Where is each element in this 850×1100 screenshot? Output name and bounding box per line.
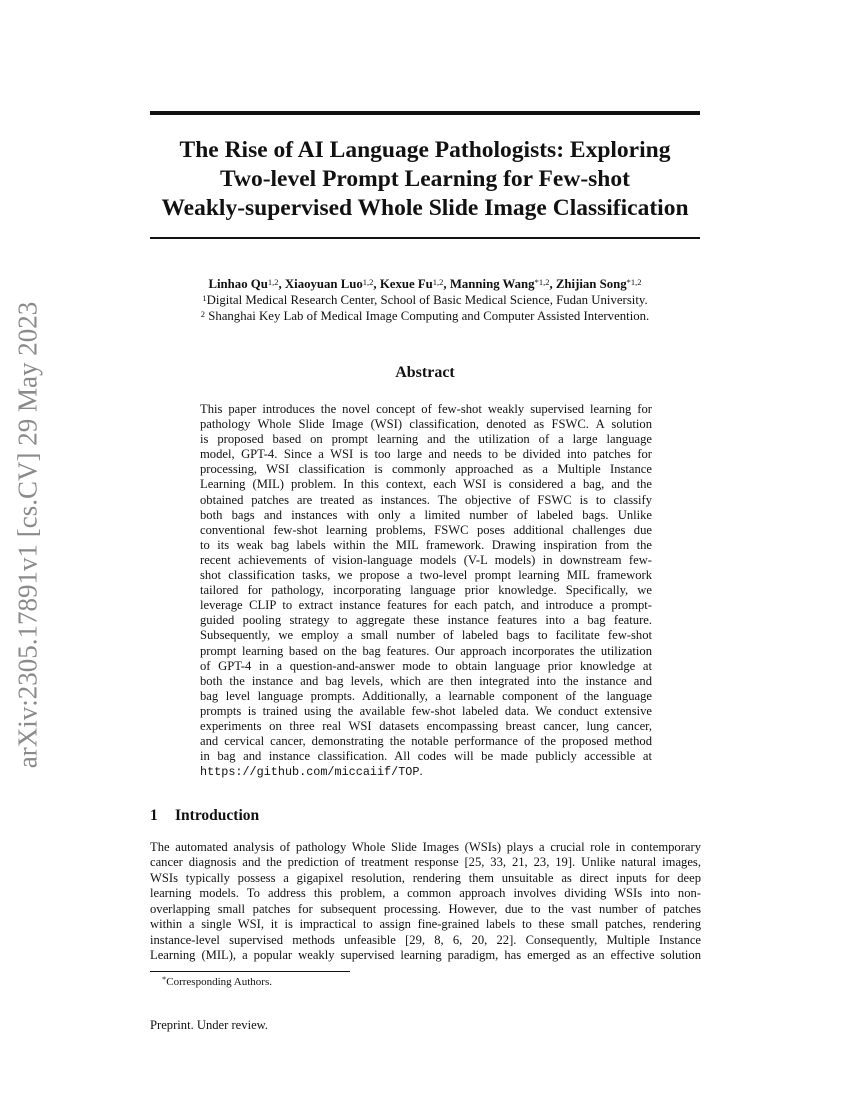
abstract-line: leverage CLIP to extract instance features for each patch, and introduce a prompt-: [200, 598, 652, 613]
abstract-line: of GPT-4 in a question-and-answer mode to obtain language prior knowledge at: [200, 658, 652, 673]
intro-line: overlapping small patches for subsequent processing. However, due to the vast number of patches: [150, 901, 701, 916]
author-separator: ,: [278, 277, 285, 291]
abstract-end: .: [419, 764, 423, 779]
abstract-line: [200, 764, 652, 779]
affiliation: [100, 308, 750, 324]
author-list: [100, 276, 750, 292]
footnote-mark: *: [162, 974, 167, 984]
abstract-line: both the instance and bag levels, which are then integrated into the instance and: [200, 673, 652, 688]
affiliation: [100, 292, 750, 308]
affiliation-mark: 1: [202, 293, 207, 303]
title-line: Two-level Prompt Learning for Few-shot: [220, 166, 630, 192]
code-link[interactable]: https://github.com/miccaiif/TOP: [200, 765, 420, 780]
intro-line: instance-level supervised methods unfeasible [29, 8, 6, 20, 22]. Consequently, Multiple Instance: [150, 932, 701, 947]
author-separator: ,: [549, 277, 556, 291]
author-name: Kexue Fu: [379, 277, 433, 291]
author-affiliation-mark: 1,2: [432, 277, 444, 287]
title-line: Weakly-supervised Whole Slide Image Classification: [161, 195, 689, 221]
abstract-body: [200, 402, 652, 779]
abstract-line: This paper introduces the novel concept of few-shot weakly supervised learning for: [200, 402, 652, 416]
title-line: The Rise of AI Language Pathologists: Exploring: [179, 137, 671, 163]
author-affiliation-mark: *1,2: [626, 277, 642, 287]
abstract-line: tailored for pathology, incorporating language prior knowledge. Specifically, we: [200, 583, 652, 598]
author-name: Linhao Qu: [208, 277, 268, 291]
abstract-line: bag level language prompts. Additionally, a learnable component of the language: [200, 688, 652, 703]
footnote: [162, 976, 272, 988]
abstract-line: model, GPT-4. Since a WSI is too large and needs to be divided into patches for: [200, 447, 652, 462]
footnote-text: Corresponding Authors.: [166, 976, 272, 988]
author-name: Manning Wang: [449, 277, 535, 291]
abstract-line: processing, WSI classification is commonly approached as a Multiple Instance: [200, 462, 652, 477]
intro-line: cancer diagnosis and the prediction of treatment response [25, 33, 21, 23, 19]. Unlike natural images,: [150, 855, 701, 870]
abstract-line: in bag and instance classification. All codes will be made publicly accessible at: [200, 749, 652, 764]
author-affiliation-mark: 1,2: [267, 277, 279, 287]
arxiv-identifier-stamp: arXiv:2305.17891v1 [cs.CV] 29 May 2023: [12, 301, 43, 769]
abstract-line: shot classification tasks, we propose a two-level prompt learning MIL framework: [200, 568, 652, 583]
paper-title: [100, 136, 750, 223]
author-name: Xiaoyuan Luo: [284, 277, 363, 291]
intro-line: within a single WSI, it is impractical to assign fine-grained labels to these small patches, rendering: [150, 917, 701, 932]
author-affiliation-mark: *1,2: [534, 277, 550, 287]
abstract-line: guided pooling strategy to aggregate these instance features into a bag feature.: [200, 613, 652, 628]
abstract-line: both bags and instances with only a limited number of labeled bags. Unlike: [200, 507, 652, 522]
intro-line: learning models. To address this problem, a common approach involves dividing WSIs into non-: [150, 886, 701, 901]
affiliation-mark: 2: [200, 309, 205, 319]
footnote-rule: [150, 971, 350, 972]
title-top-rule: [150, 111, 700, 115]
author-block: [100, 276, 750, 324]
abstract-line: prompts is trained using the available few-shot labeled data. We conduct extensive: [200, 703, 652, 718]
affiliation-text: Digital Medical Research Center, School of Basic Medical Science, Fudan University.: [206, 293, 648, 307]
abstract-line: to its weak bag labels within the MIL framework. Drawing inspiration from the: [200, 537, 652, 552]
preprint-note: Preprint. Under review.: [150, 1018, 269, 1032]
introduction-body: [150, 840, 701, 964]
abstract-line: recent achievements of vision-language models (V-L models) in downstream few-: [200, 552, 652, 567]
author-affiliation-mark: 1,2: [362, 277, 374, 287]
abstract-line: is proposed based on prompt learning and the utilization of a large language: [200, 432, 652, 447]
intro-line: The automated analysis of pathology Whole Slide Images (WSIs) plays a crucial role in contemporary: [150, 840, 701, 854]
abstract-line: and cervical cancer, demonstrating the notable performance of the proposed method: [200, 734, 652, 749]
section-title: Introduction: [175, 807, 260, 824]
section-number: 1: [150, 807, 158, 824]
abstract-heading: Abstract: [395, 364, 455, 381]
abstract-line: pathology Whole Slide Image (WSI) classification, denoted as FSWC. A solution: [200, 417, 652, 432]
affiliation-text: Shanghai Key Lab of Medical Image Computing and Computer Assisted Intervention.: [205, 309, 650, 323]
abstract-line: prompt learning based on the bag features. Our approach incorporates the utilization: [200, 643, 652, 658]
abstract-line: obtained patches are treated as instances. The objective of FSWC is to classify: [200, 492, 652, 507]
abstract-line: experiments on three real WSI datasets encompassing breast cancer, lung cancer,: [200, 718, 652, 733]
abstract-line: Learning (MIL) problem. In this context, each WSI is considered a bag, and the: [200, 477, 652, 492]
author-separator: ,: [373, 277, 380, 291]
title-bottom-rule: [150, 237, 700, 239]
abstract-line: Subsequently, we employ a small number of labeled bags to facilitate few-shot: [200, 628, 652, 643]
author-name: Zhijian Song: [555, 277, 627, 291]
abstract-line: conventional few-shot learning problems, FSWC poses additional challenges due: [200, 522, 652, 537]
author-separator: ,: [443, 277, 450, 291]
intro-line: WSIs typically possess a gigapixel resolution, rendering them unsuitable as direct inputs for deep: [150, 870, 701, 885]
section-heading: [150, 807, 259, 825]
intro-line: Learning (MIL), a popular weakly supervised learning paradigm, has emerged as an effective solution: [150, 948, 701, 963]
